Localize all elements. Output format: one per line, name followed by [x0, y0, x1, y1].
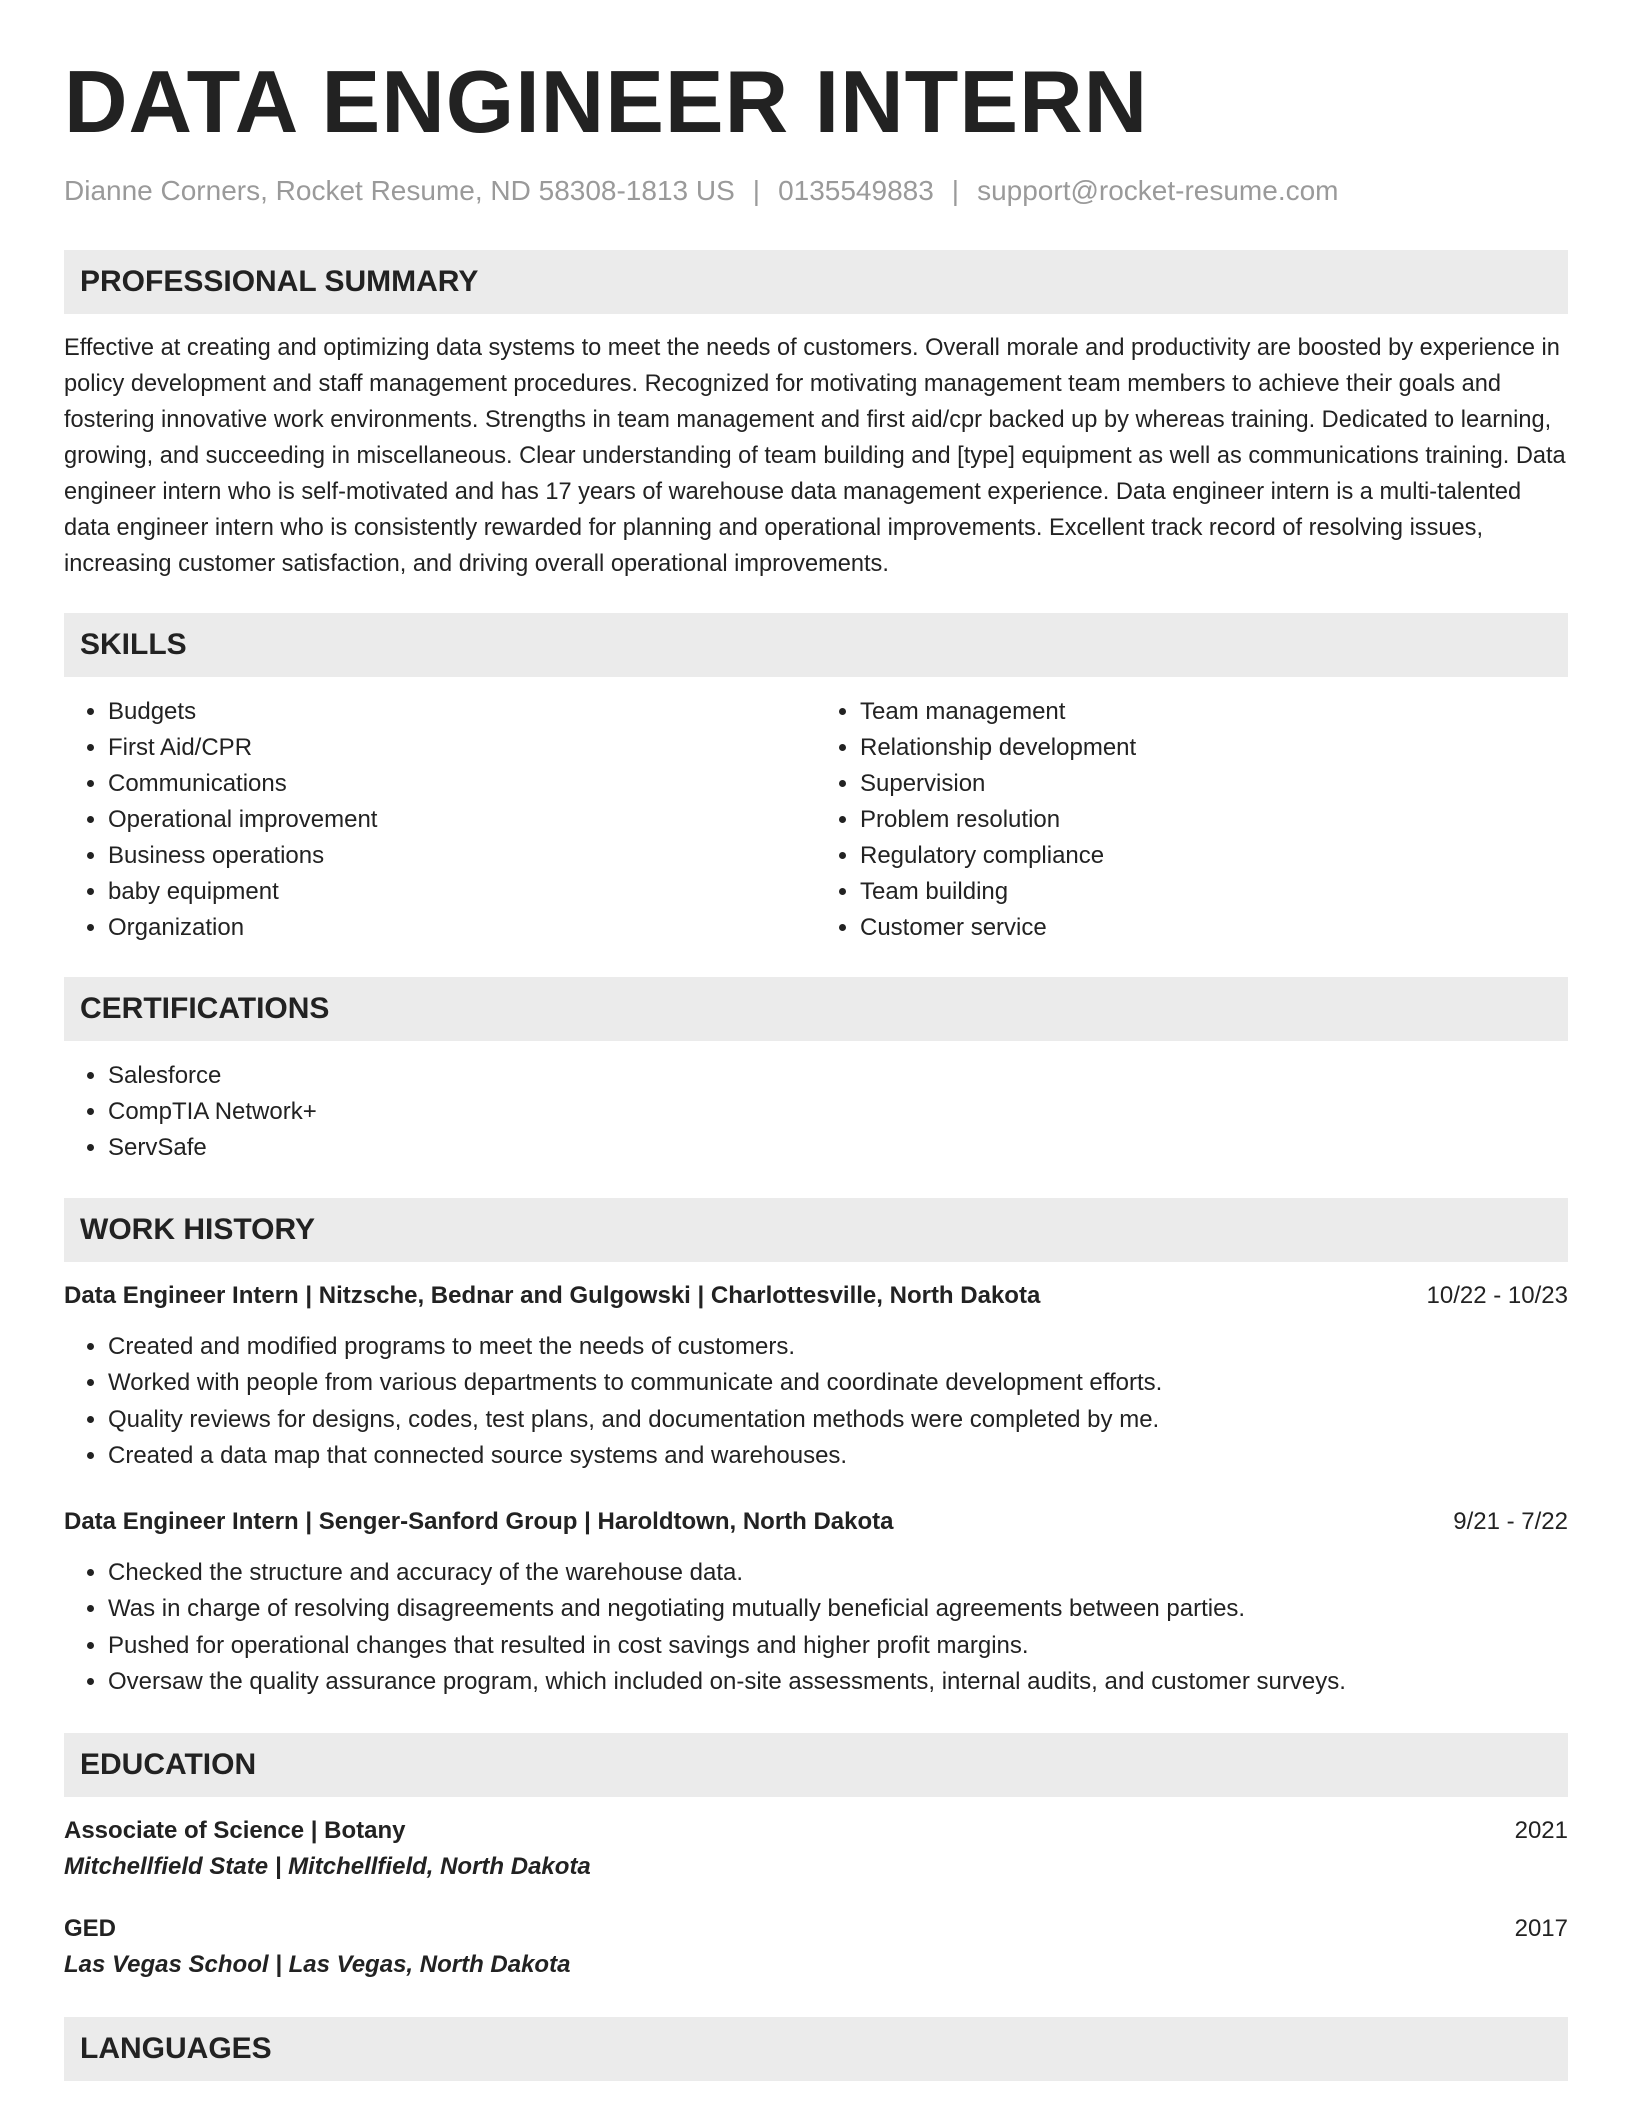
section-title: LANGUAGES — [80, 2031, 272, 2065]
skill-item: • Customer service — [860, 910, 1568, 946]
job-title: Data Engineer Intern | Nitzsche, Bednar and Gulgowski | Charlottesville, North Dakota — [64, 1281, 1041, 1309]
certifications-list — [64, 1058, 1568, 1166]
job-bullet: • Oversaw the quality assurance program, which included on-site assessments, internal audits, and customer surveys. — [108, 1664, 1568, 1701]
skill-item: • First Aid/CPR — [108, 730, 816, 766]
section-title: PROFESSIONAL SUMMARY — [80, 264, 479, 298]
section-languages — [64, 2017, 1568, 2081]
skill-item: • Team building — [860, 874, 1568, 910]
education-year: 2021 — [1514, 1816, 1568, 1844]
job-bullet: • Created and modified programs to meet the needs of customers. — [108, 1329, 1568, 1366]
skill-item: • Organization — [108, 910, 816, 946]
skill-item: • Budgets — [108, 694, 816, 730]
section-professional-summary — [64, 250, 1568, 582]
degree: Associate of Science | Botany — [64, 1816, 406, 1844]
section-work-history — [64, 1198, 1568, 1701]
job-bullet: • Quality reviews for designs, codes, test plans, and documentation methods were completed by me. — [108, 1402, 1568, 1439]
job-bullet: • Pushed for operational changes that resulted in cost savings and higher profit margins. — [108, 1628, 1568, 1665]
education-year: 2017 — [1514, 1914, 1568, 1942]
certification-item: • ServSafe — [108, 1130, 1568, 1166]
skill-item: • Regulatory compliance — [860, 838, 1568, 874]
education-header — [64, 1913, 1568, 1945]
job-bullet: • Created a data map that connected source systems and warehouses. — [108, 1438, 1568, 1475]
skill-item: • Supervision — [860, 766, 1568, 802]
section-education — [64, 1733, 1568, 1981]
skill-item: • Communications — [108, 766, 816, 802]
job-title: Data Engineer Intern | Senger-Sanford Group | Haroldtown, North Dakota — [64, 1507, 894, 1535]
certification-item: • Salesforce — [108, 1058, 1568, 1094]
job-dates: 10/22 - 10/23 — [1426, 1281, 1568, 1309]
skills-list-right — [816, 694, 1568, 946]
education-header — [64, 1815, 1568, 1847]
section-skills — [64, 613, 1568, 946]
job-bullet: • Was in charge of resolving disagreements and negotiating mutually beneficial agreements between parties. — [108, 1591, 1568, 1628]
skills-list-left — [64, 694, 816, 946]
degree: GED — [64, 1914, 117, 1942]
resume-name: DATA ENGINEER INTERN — [64, 52, 1149, 151]
section-header — [64, 1198, 1568, 1262]
skill-item: • Relationship development — [860, 730, 1568, 766]
section-title: SKILLS — [80, 627, 187, 661]
skill-item: • Business operations — [108, 838, 816, 874]
skill-item: • Operational improvement — [108, 802, 816, 838]
skill-item: • Team management — [860, 694, 1568, 730]
job-bullet: • Worked with people from various departments to communicate and coordinate development efforts. — [108, 1365, 1568, 1402]
summary-text: Effective at creating and optimizing data systems to meet the needs of customers. Overall morale and productivity are boosted by experience in policy development and staff management procedures. Recognized for motivating management team members to achieve their goals and fostering innovative work environments. Strengths in team management and first aid/cpr backed up by whereas training. Dedicated to learning, growing, and succeeding in miscellaneous. Clear understanding of team building and [type] equipment as well as communications training. Data engineer intern who is self-motivated and has 17 years of warehouse data management experience. Data engineer intern is a multi-talented data engineer intern who is consistently rewarded for planning and operational improvements. Excellent track record of resolving issues, increasing customer satisfaction, and driving overall operational improvements. — [64, 334, 1566, 577]
section-certifications — [64, 977, 1568, 1166]
section-header — [64, 250, 1568, 314]
certification-item: • CompTIA Network+ — [108, 1094, 1568, 1130]
job-entry — [64, 1506, 1568, 1701]
section-header — [64, 977, 1568, 1041]
skill-item: • Problem resolution — [860, 802, 1568, 838]
section-title: WORK HISTORY — [80, 1212, 316, 1246]
contact-separator: | — [951, 175, 960, 206]
contact-separator: | — [752, 175, 761, 206]
school: Mitchellfield State | Mitchellfield, North Dakota — [64, 1852, 591, 1880]
job-header — [64, 1506, 1568, 1538]
education-entry — [64, 1913, 1568, 1981]
skill-item: • baby equipment — [108, 874, 816, 910]
education-entry — [64, 1815, 1568, 1883]
job-bullets — [64, 1329, 1568, 1475]
job-bullet: • Checked the structure and accuracy of the warehouse data. — [108, 1555, 1568, 1592]
section-header — [64, 1733, 1568, 1797]
section-header — [64, 2017, 1568, 2081]
section-title: CERTIFICATIONS — [80, 991, 330, 1025]
contact-address: Dianne Corners, Rocket Resume, ND 58308-1813 US — [64, 175, 735, 206]
job-dates: 9/21 - 7/22 — [1453, 1507, 1568, 1535]
job-header — [64, 1280, 1568, 1312]
contact-email: support@rocket-resume.com — [977, 175, 1339, 206]
contact-line — [64, 174, 1568, 208]
section-header — [64, 613, 1568, 677]
job-entry — [64, 1280, 1568, 1475]
contact-phone: 0135549883 — [778, 175, 934, 206]
school: Las Vegas School | Las Vegas, North Dakota — [64, 1950, 571, 1978]
job-bullets — [64, 1555, 1568, 1701]
skills-columns — [64, 694, 1568, 946]
section-title: EDUCATION — [80, 1747, 257, 1781]
